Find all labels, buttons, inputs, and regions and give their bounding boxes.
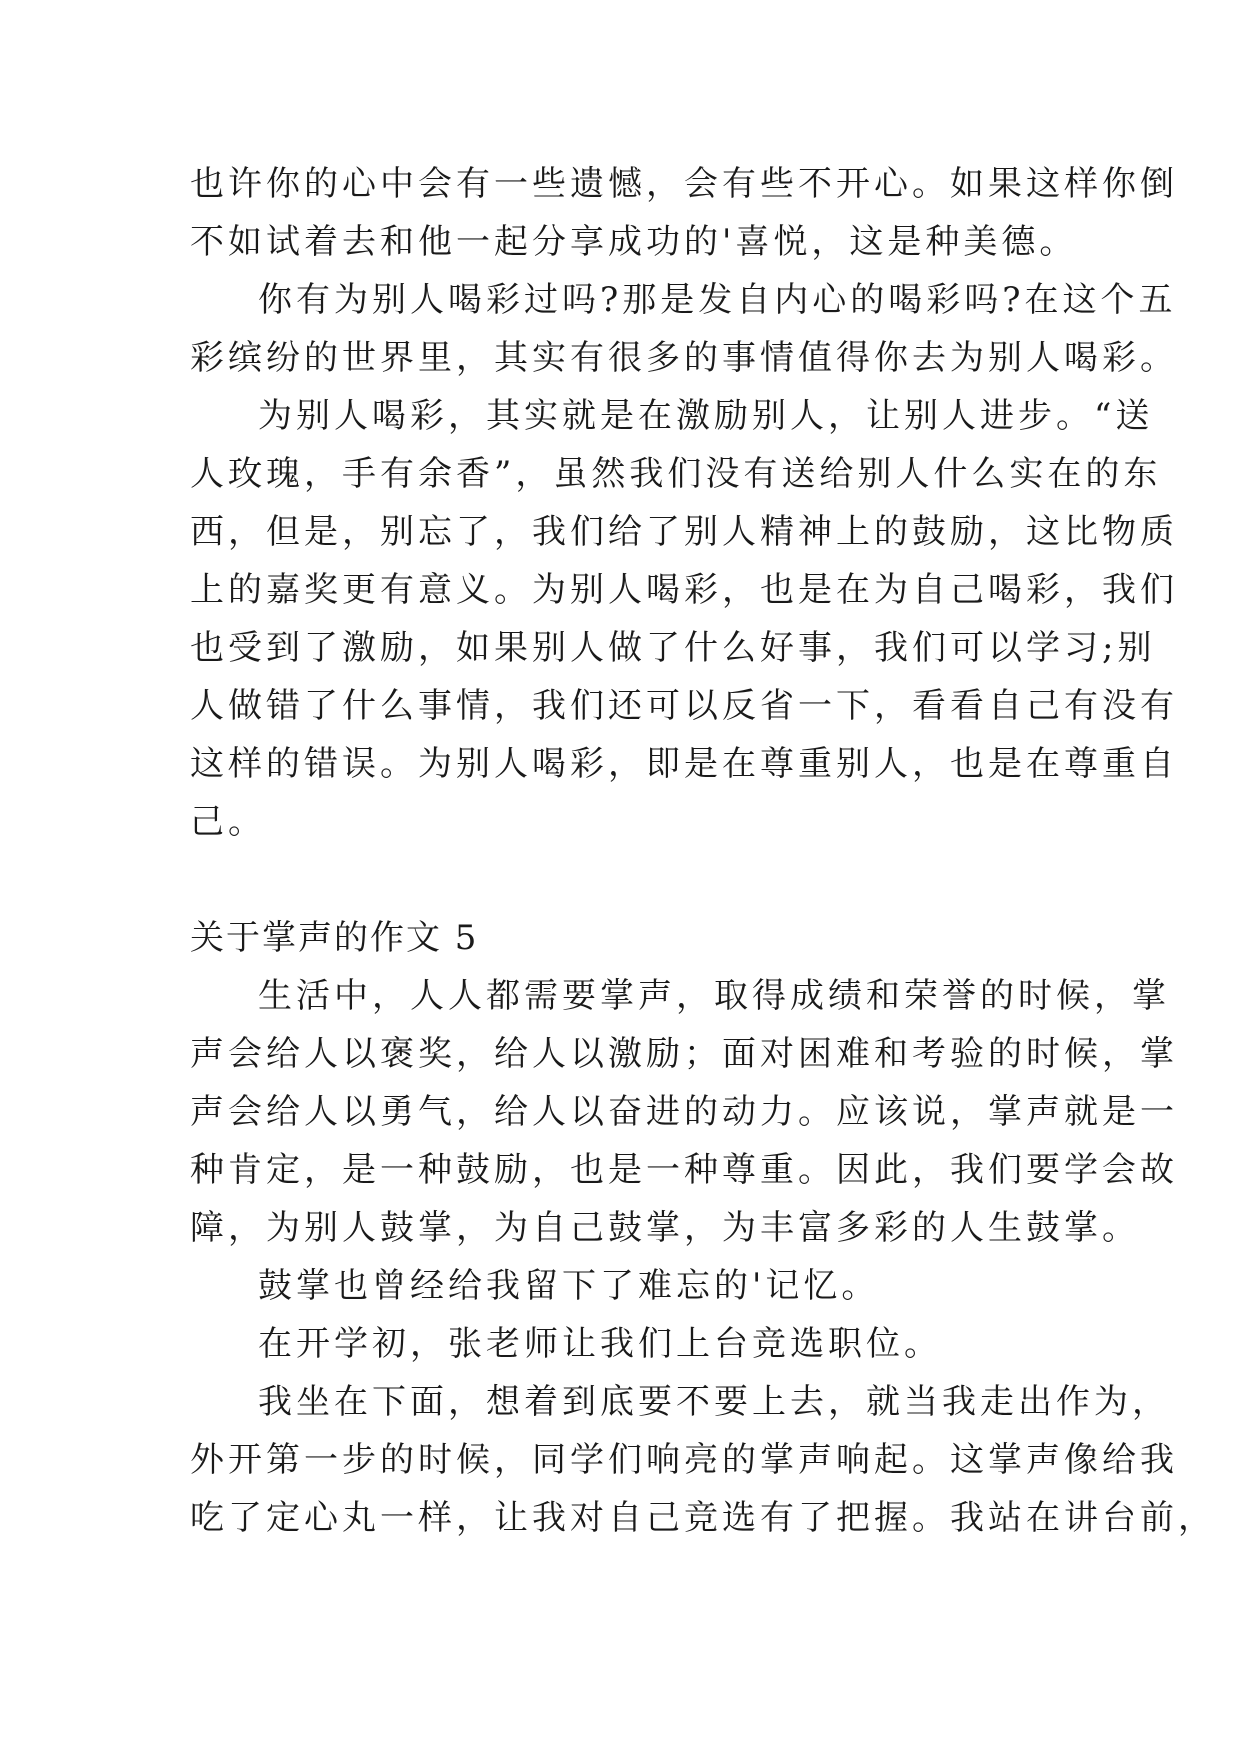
text-line: 己。 xyxy=(190,802,266,842)
text-line: 障，为别人鼓掌，为自己鼓掌，为丰富多彩的人生鼓掌。 xyxy=(190,1208,1140,1248)
text-line: 这样的错误。为别人喝彩，即是在尊重别人，也是在尊重自 xyxy=(190,744,1178,784)
text-line: 也许你的心中会有一些遗憾，会有些不开心。如果这样你倒 xyxy=(190,164,1178,204)
paragraph-1 xyxy=(190,155,1178,271)
document-page xyxy=(190,155,1216,1547)
text-line: 我坐在下面，想着到底要不要上去，就当我走出作为， xyxy=(258,1382,1170,1422)
paragraph-gap xyxy=(190,851,1050,909)
text-line: 人做错了什么事情，我们还可以反省一下，看看自己有没有 xyxy=(190,686,1178,726)
paragraph-2 xyxy=(190,271,1178,387)
text-line: 你有为别人喝彩过吗?那是发自内心的喝彩吗?在这个五 xyxy=(258,280,1177,320)
text-line: 也受到了激励，如果别人做了什么好事，我们可以学习;别 xyxy=(190,628,1156,668)
text-line: 为别人喝彩，其实就是在激励别人，让别人进步。“送 xyxy=(258,396,1154,436)
paragraph-7 xyxy=(190,1373,1216,1547)
text-line: 在开学初，张老师让我们上台竞选职位。 xyxy=(258,1324,942,1364)
text-line: 种肯定，是一种鼓励，也是一种尊重。因此，我们要学会故 xyxy=(190,1150,1178,1190)
text-line: 吃了定心丸一样，让我对自己竞选有了把握。我站在讲台前， xyxy=(190,1498,1216,1538)
paragraph-4 xyxy=(190,967,1178,1257)
text-line: 彩缤纷的世界里，其实有很多的事情值得你去为别人喝彩。 xyxy=(190,338,1178,378)
text-line: 鼓掌也曾经给我留下了难忘的'记忆。 xyxy=(258,1266,880,1306)
text-line: 声会给人以褒奖，给人以激励；面对困难和考验的时候，掌 xyxy=(190,1034,1178,1074)
text-line: 人玫瑰，手有余香”，虽然我们没有送给别人什么实在的东 xyxy=(190,454,1162,494)
text-line: 生活中，人人都需要掌声，取得成绩和荣誉的时候，掌 xyxy=(258,976,1170,1016)
paragraph-5 xyxy=(190,1257,1050,1315)
text-line: 不如试着去和他一起分享成功的'喜悦，这是种美德。 xyxy=(190,222,1078,262)
paragraph-3 xyxy=(190,387,1178,851)
paragraph-6 xyxy=(190,1315,1050,1373)
text-line: 外开第一步的时候，同学们响亮的掌声响起。这掌声像给我 xyxy=(190,1440,1178,1480)
text-line: 声会给人以勇气，给人以奋进的动力。应该说，掌声就是一 xyxy=(190,1092,1178,1132)
text-line: 西，但是，别忘了，我们给了别人精神上的鼓励，这比物质 xyxy=(190,512,1178,552)
section-title: 关于掌声的作文 5 xyxy=(190,918,479,958)
text-line: 上的嘉奖更有意义。为别人喝彩，也是在为自己喝彩，我们 xyxy=(190,570,1178,610)
